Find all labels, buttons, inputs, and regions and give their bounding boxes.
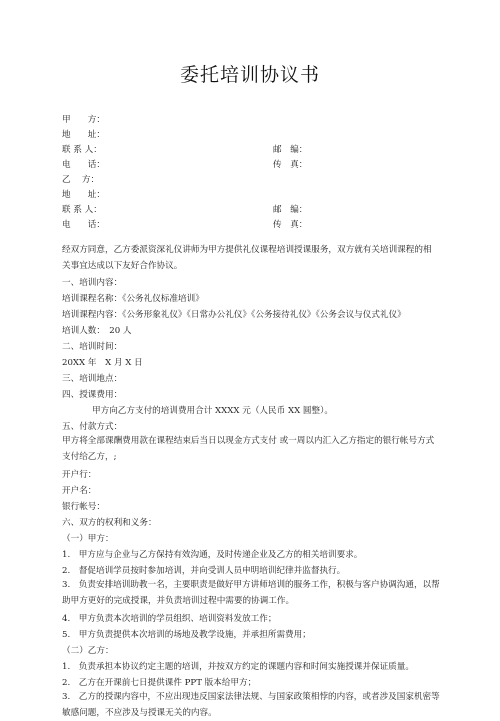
party-a-duty-2: 2. 督促培训学员按时参加培训，并向受训人员申明培训纪律并监督执行。	[62, 566, 346, 576]
party-b-postcode: 邮 编：	[273, 205, 308, 215]
section-3-heading: 三、培训地点：	[62, 374, 123, 384]
party-a-duties-heading: （一）甲方：	[62, 534, 114, 544]
party-a-duty-5: 5. 甲方负责提供本次培训的场地及教学设施，并承担所需费用；	[62, 630, 311, 640]
party-a-phone: 电 话：	[62, 160, 105, 170]
party-a-duty-1: 1. 甲方应与企业与乙方保持有效沟通，及时传递企业及乙方的相关培训要求。	[62, 550, 363, 560]
party-a-contact: 联 系 人：	[62, 145, 102, 155]
bank-account-label: 银行帐号：	[62, 502, 105, 512]
party-a-address: 地 址：	[62, 130, 105, 140]
section-2-heading: 二、培训时间：	[62, 342, 123, 352]
training-date: 20XX 年 X 月 X 日	[62, 358, 143, 368]
party-b-duty-3: 3. 乙方的授课内容中，不应出现违反国家法律法规、与国家政策相悖的内容，或者涉及国家机密等敏感问题，不应涉及与授课无关的内容。	[62, 692, 440, 718]
party-b-label: 乙 方：	[62, 175, 100, 185]
course-name: 培训课程名称：《公务礼仪标准培训》	[62, 294, 204, 304]
party-b-duties-heading: （二）乙方：	[62, 646, 114, 656]
fee-text: 甲方向乙方支付的培训费用合计 XXXX 元（人民币 XX 圆整）。	[92, 406, 333, 416]
party-b-duty-1: 1. 负责承担本协议约定主题的培训，并按双方约定的课题内容和时间实施授课并保证质量。	[62, 662, 414, 672]
party-a-fax: 传 真：	[273, 160, 308, 170]
section-4-heading: 四、授课费用：	[62, 390, 123, 400]
payment-text: 甲方将全部课酬费用款在课程结束后当日以现金方式支付 或一周以内汇入乙方指定的银行帐号方式支付给乙方，;	[62, 436, 435, 462]
party-a-duty-4: 4. 甲方负责本次培训的学员组织、培训资料发放工作；	[62, 614, 277, 624]
section-5-heading: 五、付款方式：	[62, 422, 123, 432]
party-b-address: 地 址：	[62, 190, 105, 200]
party-b-contact: 联 系 人：	[62, 205, 102, 215]
bank-name-label: 开户名：	[62, 486, 97, 496]
trainee-count: 培训人数： 20 人	[62, 326, 132, 336]
intro-paragraph: 经双方同意，乙方委派资深礼仪讲师为甲方提供礼仪课程培训授课服务，双方就有关培训课程的相关事宜达成以下友好合作协议。	[62, 245, 432, 271]
party-b-phone: 电 话：	[62, 220, 105, 230]
party-b-duty-2: 2. 乙方在开课前七日提供课件 PPT 版本给甲方；	[62, 678, 257, 688]
party-a-duty-3: 3. 负责安排培训助教一名，主要职责是做好甲方讲师培训的服务工作，积极与客户协调沟通，以帮助甲方更好的完成授课，并负责培训过程中需要的协调工作。	[62, 580, 440, 606]
section-6-heading: 六、双方的权利和义务：	[62, 518, 157, 528]
section-1-heading: 一、培训内容：	[62, 278, 123, 288]
document-title: 委托培训协议书	[179, 64, 320, 86]
course-content: 培训课程内容：《公务形象礼仪》《日常办公礼仪》《公务接待礼仪》《公务会议与仪式礼仪》	[62, 310, 406, 320]
bank-open-label: 开户行：	[62, 470, 97, 480]
party-a-label: 甲 方：	[62, 115, 105, 125]
party-b-fax: 传 真：	[273, 220, 308, 230]
party-a-postcode: 邮 编：	[273, 145, 308, 155]
